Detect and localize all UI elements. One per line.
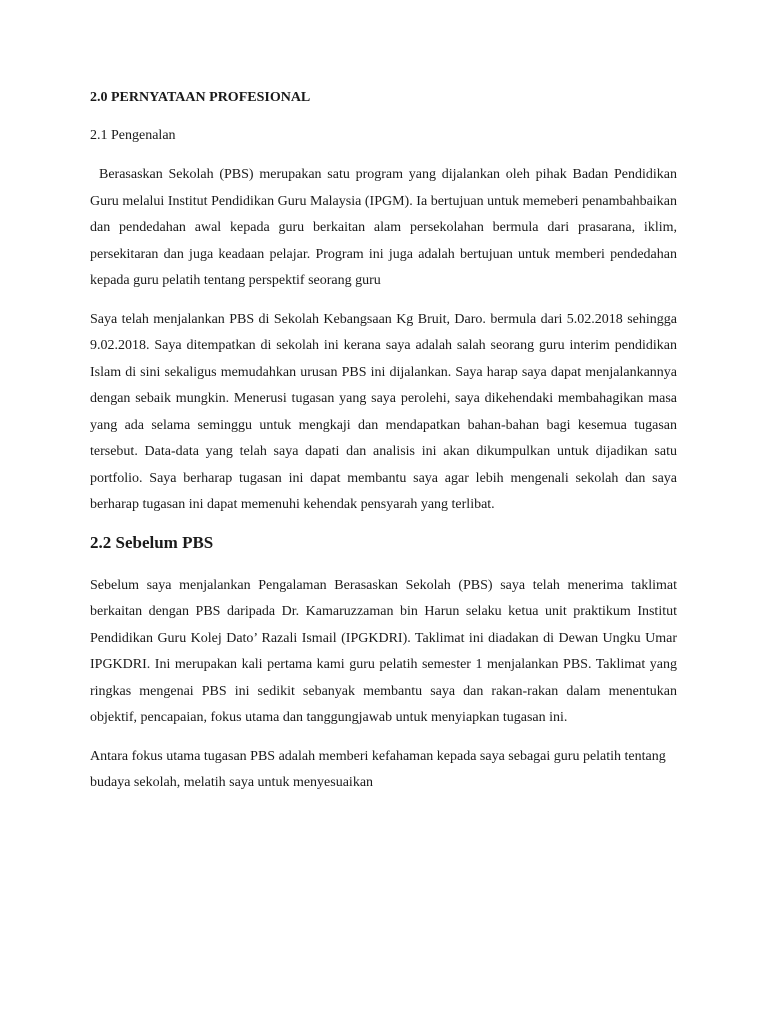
intro-paragraph-1: Berasaskan Sekolah (PBS) merupakan satu program yang dijalankan oleh pihak Badan Pendidikan Guru melalui Institut Pendidikan Guru Malaysia (IPGM). Ia bertujuan untuk memeberi penambahbaikan dan pendedahan awal kepada guru berkaitan alam persekolahan bermula dari prasarana, iklim, persekitaran dan juga keadaan pelajar. Program ini juga adalah bertujuan untuk memberi pendedahan kepada guru pelatih tentang perspektif seorang guru bbox=[90, 167, 677, 288]
section-heading-main: 2.0 PERNYATAAN PROFESIONAL bbox=[90, 90, 311, 105]
before-pbs-paragraph-2: Antara fokus utama tugasan PBS adalah memberi kefahaman kepada saya sebagai guru pelatih tentang budaya sekolah, melatih saya untuk menyesuaikan bbox=[90, 748, 666, 790]
document-page bbox=[90, 88, 677, 809]
intro-paragraph-2: Saya telah menjalankan PBS di Sekolah Kebangsaan Kg Bruit, Daro. bermula dari 5.02.2018 sehingga 9.02.2018. Saya ditempatkan di sekolah ini kerana saya adalah salah seorang guru interim pendidikan Islam di sini sekaligus memudahkan urusan PBS ini dijalankan. Saya harap saya dapat menjalankannya dengan sebaik mungkin. Menerusi tugasan yang saya perolehi, saya dikehendaki membahagikan masa yang ada selama seminggu untuk mengkaji dan mendapatkan bahan-bahan bagi kesemua tugasan tersebut. Data-data yang telah saya dapati dan analisis ini akan dikumpulkan untuk dijadikan satu portfolio. Saya berharap tugasan ini dapat membantu saya agar lebih mengenali sekolah dan saya berharap tugasan ini dapat memenuhi kehendak pensyarah yang terlibat. bbox=[90, 311, 677, 512]
subsection-heading-intro: 2.1 Pengenalan bbox=[90, 128, 176, 143]
subsection-heading-before-pbs: 2.2 Sebelum PBS bbox=[90, 532, 214, 552]
before-pbs-paragraph-1: Sebelum saya menjalankan Pengalaman Berasaskan Sekolah (PBS) saya telah menerima taklimat berkaitan dengan PBS daripada Dr. Kamaruzzaman bin Harun selaku ketua unit praktikum Institut Pendidikan Guru Kolej Dato’ Razali Ismail (IPGKDRI). Taklimat ini diadakan di Dewan Ungku Umar IPGKDRI. Ini merupakan kali pertama kami guru pelatih semester 1 menjalankan PBS. Taklimat yang ringkas mengenai PBS ini sedikit sebanyak membantu saya dan rakan-rakan dalam menentukan objektif, pencapaian, fokus utama dan tanggungjawab untuk menyiapkan tugasan ini. bbox=[90, 577, 677, 725]
